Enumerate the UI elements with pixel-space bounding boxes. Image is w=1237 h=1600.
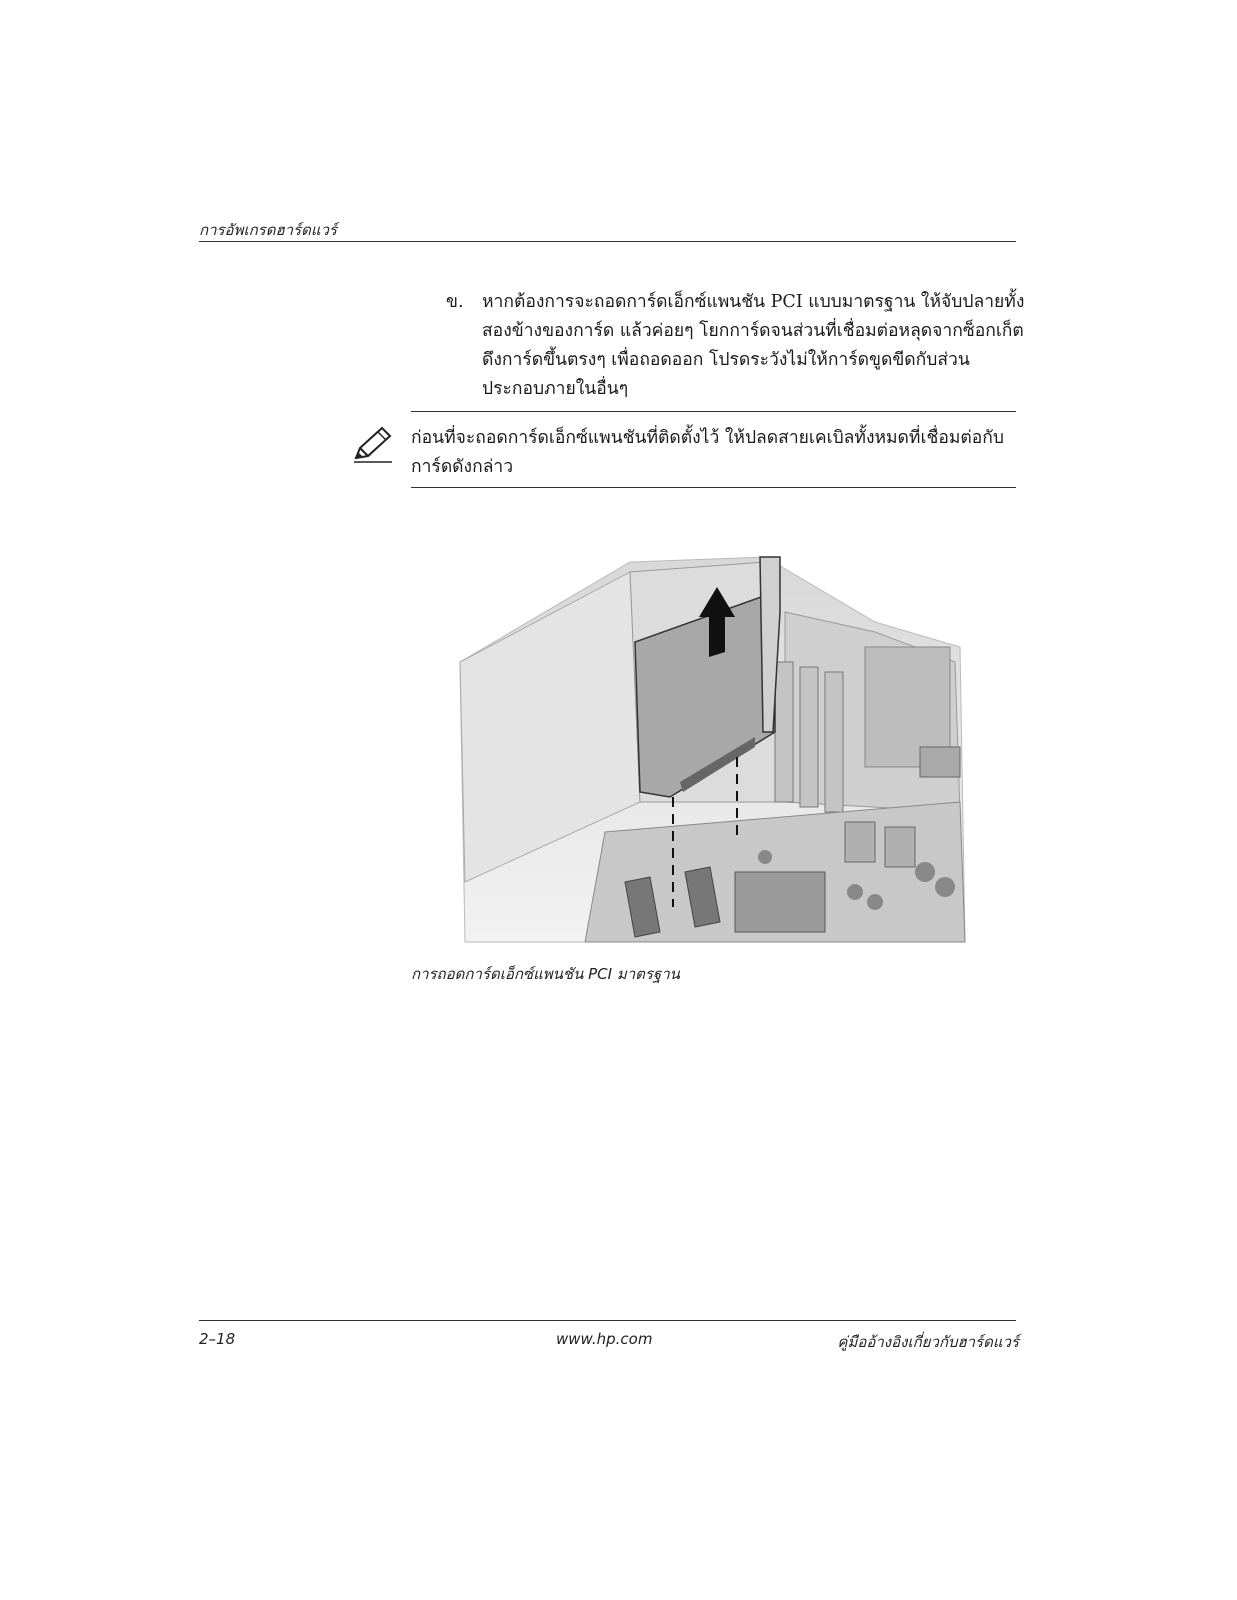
footer-url: www.hp.com <box>556 1330 653 1348</box>
note-bottom-rule <box>411 487 1016 488</box>
instruction-step <box>446 288 1026 404</box>
step-text: หากต้องการจะถอดการ์ดเอ็กซ์แพนชัน PCI แบบมาตรฐาน ให้จับปลายทั้งสองข้างของการ์ด แล้วค่อยๆ โยกการ์ดจนส่วนที่เชื่อมต่อหลุดจากซ็อกเก็ต ดึงการ์ดขึ้นตรงๆ เพื่อถอดออก โปรดระวังไม่ให้การ์ดขูดขีดกับส่วนประกอบภายในอื่นๆ <box>482 292 1025 399</box>
footer-rule <box>199 1320 1016 1321</box>
pencil-note-icon <box>352 424 396 464</box>
figure-caption: การถอดการ์ดเอ็กซ์แพนชัน PCI มาตรฐาน <box>411 965 680 983</box>
note-top-rule <box>411 411 1016 412</box>
pci-card-removal-illustration <box>455 552 975 944</box>
manual-title: คู่มืออ้างอิงเกี่ยวกับฮาร์ดแวร์ <box>837 1333 1019 1351</box>
step-marker: ข. <box>446 292 464 312</box>
header-rule <box>199 241 1016 242</box>
page-number: 2–18 <box>199 1330 236 1348</box>
note-text: ก่อนที่จะถอดการ์ดเอ็กซ์แพนชันที่ติดตั้งไว้ ให้ปลดสายเคเบิลทั้งหมดที่เชื่อมต่อกับการ์ดดังกล่าว <box>411 428 1004 477</box>
running-header: การอัพเกรดฮาร์ดแวร์ <box>199 221 337 239</box>
